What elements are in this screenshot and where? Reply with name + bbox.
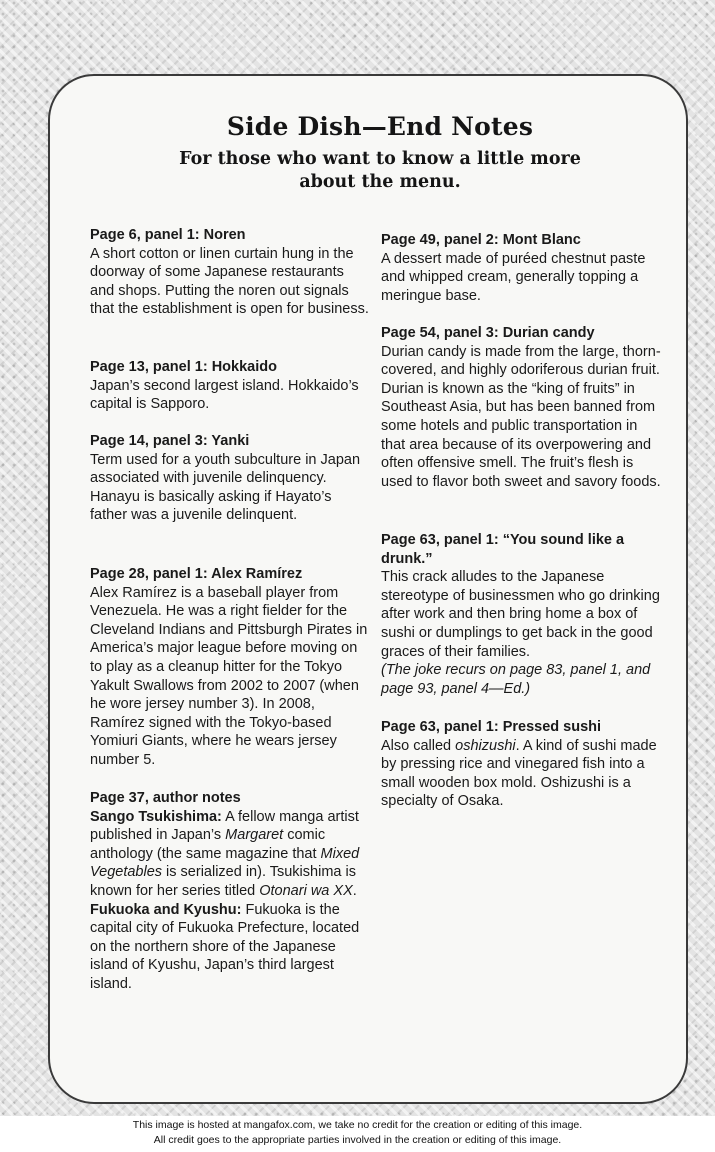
sango-label: Sango Tsukishima: [90,808,222,825]
fukuoka-label: Fukuoka and Kyushu: [90,901,242,918]
note-body [381,737,661,811]
note-body: A dessert made of puréed chestnut paste and whipped cream, generally topping a meringue base. [381,250,646,304]
note-body: A short cotton or linen curtain hung in the doorway of some Japanese restaurants and shops. Putting the noren out signals that the establishment is open for business. [90,245,369,318]
note-body: This crack alludes to the Japanese stereotype of businessmen who go drinking after work and then bring home a box of sushi or dumplings to get back in the good graces of their families. [381,569,660,660]
note-drunk [381,531,661,698]
sango-italic: Otonari wa XX [259,882,353,899]
note-heading: Page 63, panel 1: Pressed sushi [381,719,602,735]
note-hokkaido [90,358,372,414]
note-yanki [90,432,372,525]
note-heading: Page 14, panel 3: Yanki [90,433,250,449]
note-heading: Page 63, panel 1: “You sound like a drunk.” [381,532,625,567]
sango-text: comic anthology (the same magazine that [90,827,326,862]
note-body: Durian candy is made from the large, thorn-covered, and highly odoriferous durian fruit. Durian is known as the “king of fruits” in Southeast Asia, but has been banned from some hotels and public transportation in that area because of its overpowering and often offensive smell. The fruit’s flesh is used to flavor both sweet and savory foods. [381,343,661,490]
page-title: Side Dish—End Notes [226,112,534,141]
page-subtitle: For those who want to know a little more about the menu. [179,149,581,192]
note-body-sango [90,808,372,901]
note-mont-blanc [381,231,661,305]
credit-line-2: All credit goes to the appropriate parties involved in the creation or editing of this image. [153,1134,562,1146]
body-text: Also called [381,737,456,754]
note-heading: Page 13, panel 1: Hokkaido [90,359,277,375]
note-body: Japan’s second largest island. Hokkaido’s capital is Sapporo. [90,377,359,413]
note-noren [90,226,372,319]
hosting-credit [0,1118,715,1148]
note-pressed-sushi [381,718,661,811]
note-heading: Page 54, panel 3: Durian candy [381,325,595,341]
sango-italic: Mixed Vegetables [90,845,360,881]
note-heading: Page 6, panel 1: Noren [90,227,246,243]
note-durian-candy [381,324,661,491]
note-heading: Page 37, author notes [90,790,241,806]
oshizushi-term: oshizushi [455,737,516,754]
note-body: Term used for a youth subculture in Japan associated with juvenile delinquency. Hanayu is basically asking if Hayato’s father was a juvenile delinquent. [90,451,361,524]
note-alex-ramirez [90,565,372,770]
credit-line-1: This image is hosted at mangafox.com, we take no credit for the creation or editing of this image. [132,1119,583,1131]
sango-italic: Margaret [225,827,284,844]
note-body-fukuoka [90,901,372,994]
sango-text: A fellow manga artist published in Japan’s [90,808,359,844]
sango-text: . [352,882,357,899]
note-body: Alex Ramírez is a baseball player from Venezuela. He was a right fielder for the Cleveland Indians and Pittsburgh Pirates in America’s major league before moving on to play as a cleanup hitter for the Tokyo Yakult Swallows from 2002 to 2007 (when he wore jersey number 3). In 2008, Ramírez signed with the Tokyo-based Yomiuri Giants, where he wears jersey number 5. [90,584,368,768]
body-text: . A kind of sushi made by pressing rice and vinegared fish into a small wooden box mold. Oshizushi is a specialty of Osaka. [381,737,657,810]
editor-note: (The joke recurs on page 83, panel 1, and page 93, panel 4—Ed.) [381,662,651,697]
note-heading: Page 49, panel 2: Mont Blanc [381,232,581,248]
note-author-notes [90,789,372,994]
sango-text: is serialized in). Tsukishima is known for her series titled [90,864,356,899]
fukuoka-text: Fukuoka is the capital city of Fukuoka Prefecture, located on the northern shore of the Japanese island of Kyushu, Japan’s third largest island. [90,901,360,992]
note-heading: Page 28, panel 1: Alex Ramírez [90,566,303,582]
